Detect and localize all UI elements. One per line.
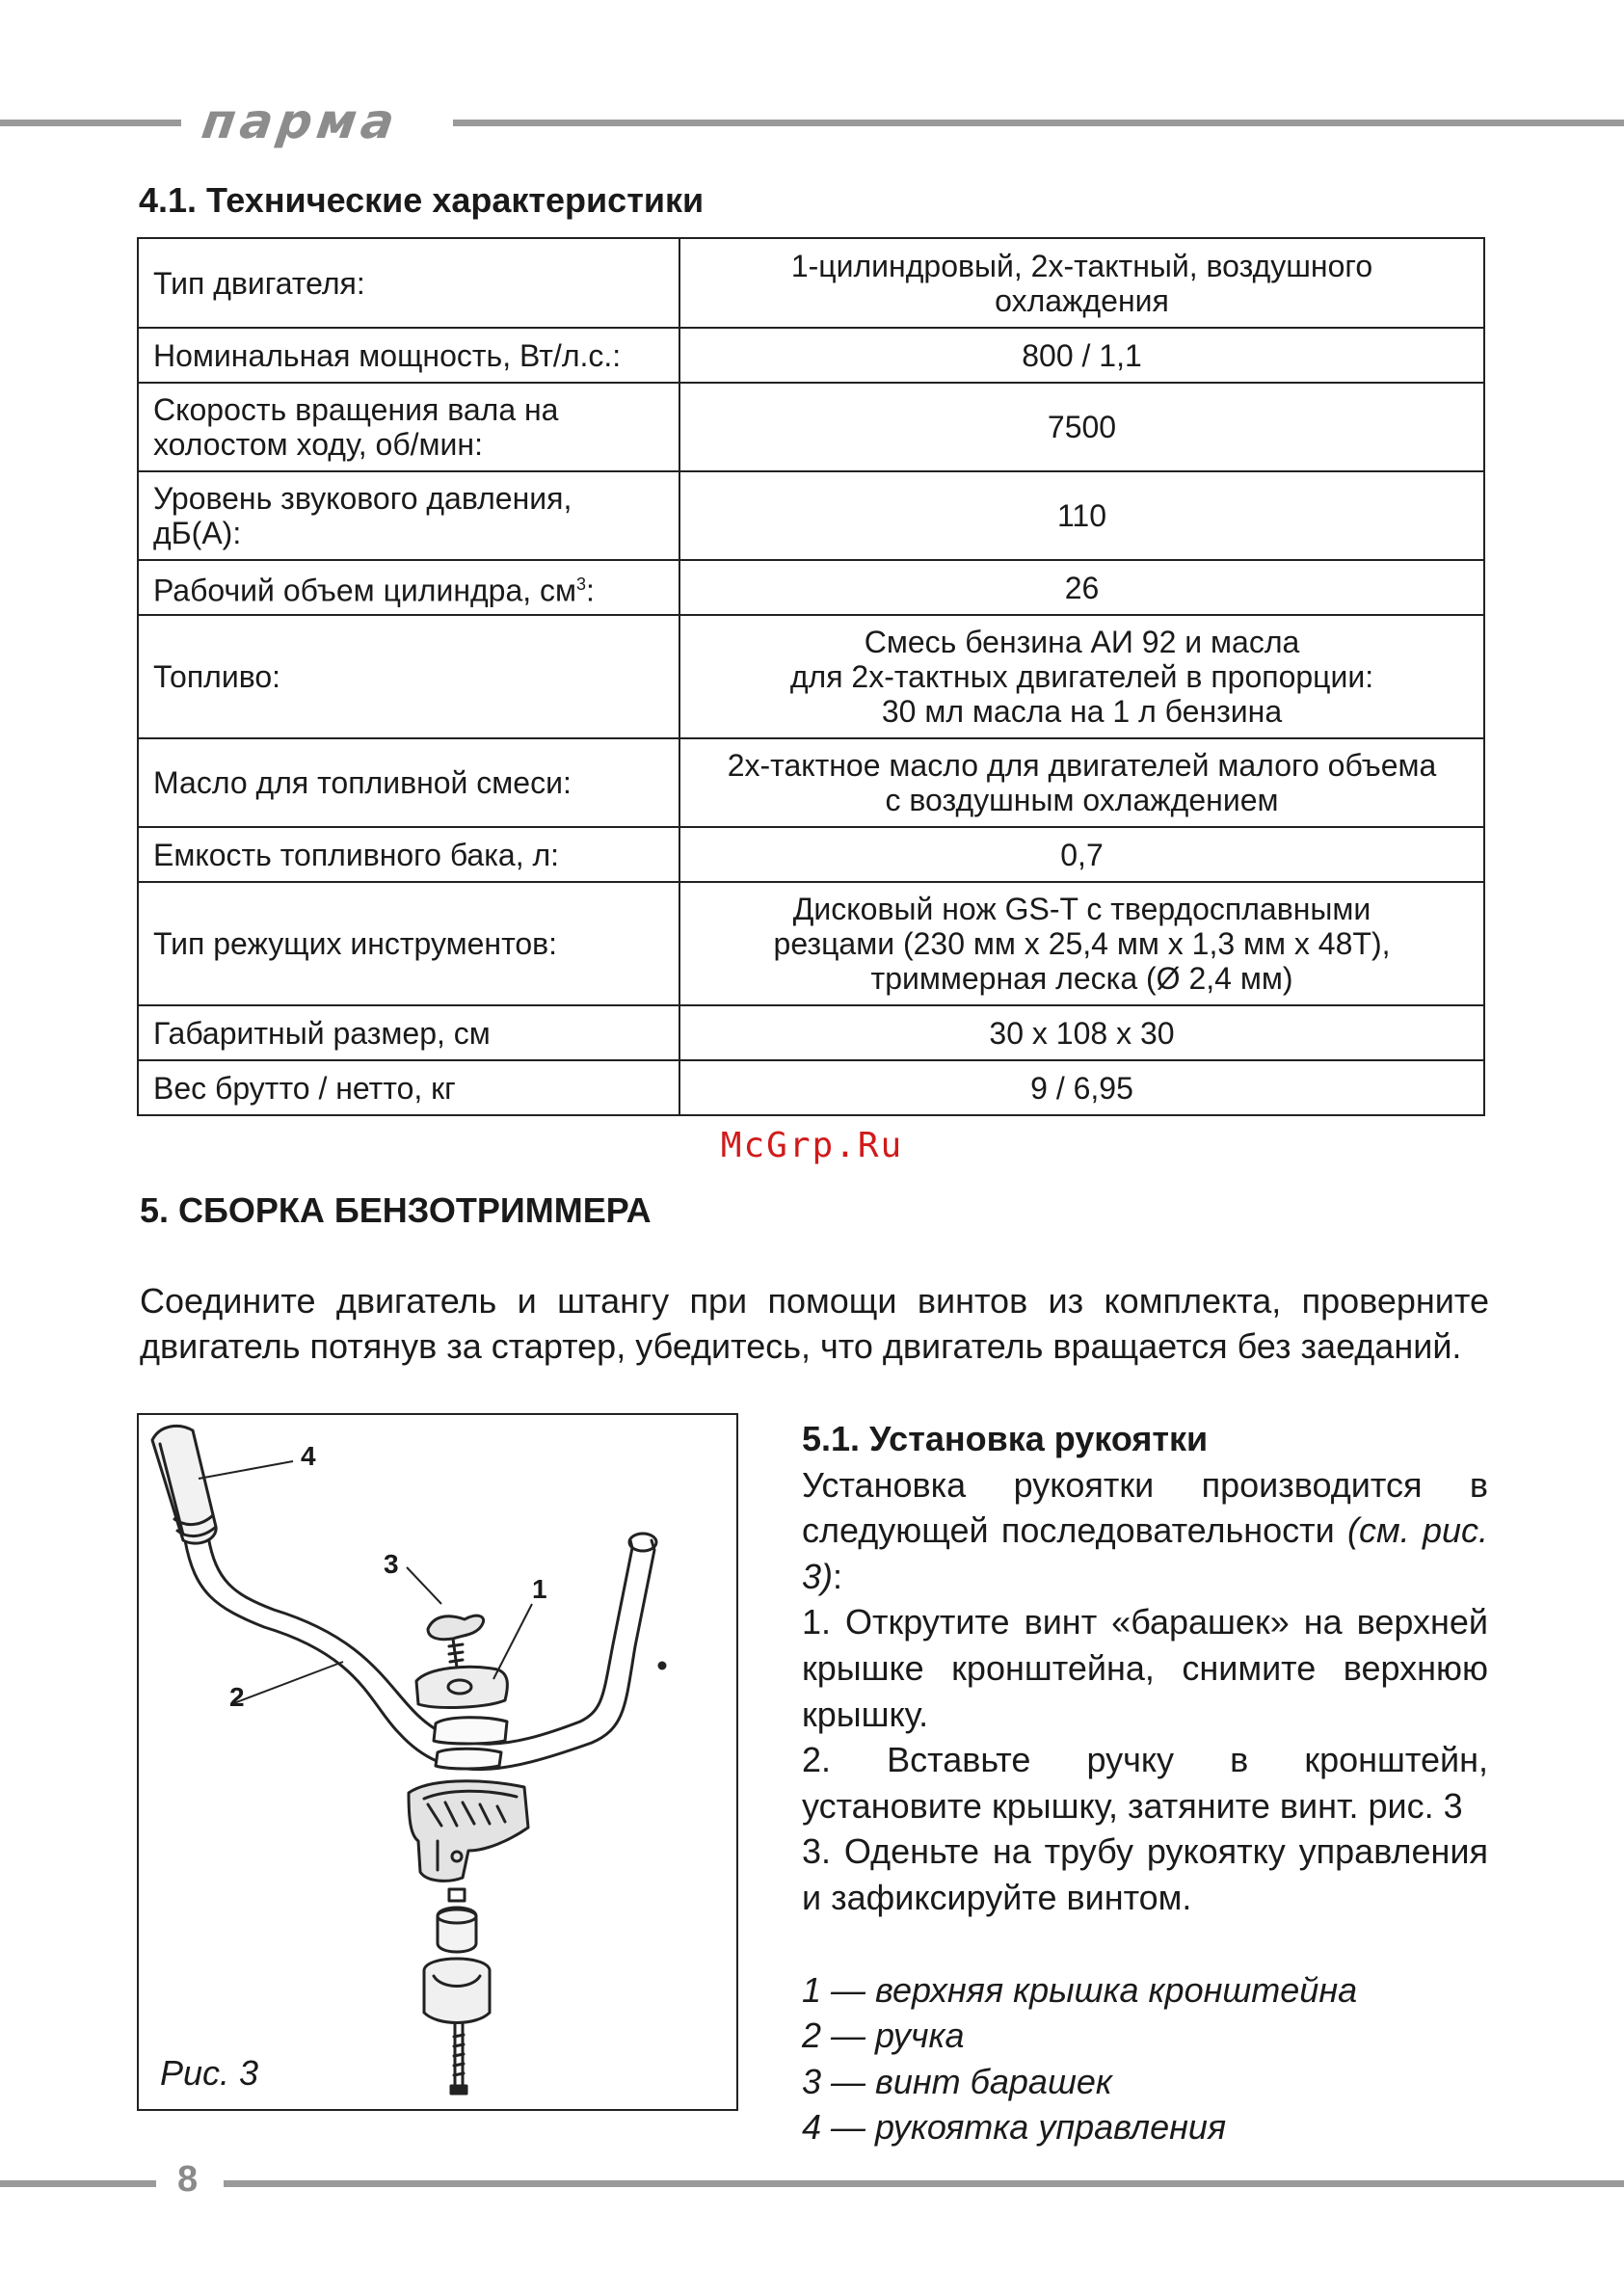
- label-4: 4: [301, 1441, 316, 1471]
- spec-key: Тип двигателя:: [138, 238, 679, 328]
- spec-value: 26: [679, 560, 1484, 615]
- table-row: [138, 383, 1484, 471]
- figure-caption: Рис. 3: [160, 2053, 259, 2093]
- table-row: [138, 1005, 1484, 1060]
- legend-item: 4 — рукоятка управления: [802, 2107, 1227, 2148]
- table-row: [138, 328, 1484, 383]
- handle-intro: [802, 1462, 1488, 1600]
- spec-key: Топливо:: [138, 615, 679, 738]
- brand-logo: парма: [198, 93, 403, 149]
- section-title-assembly: 5. СБОРКА БЕНЗОТРИММЕРА: [140, 1190, 652, 1230]
- watermark[interactable]: McGrp.Ru: [720, 1126, 904, 1165]
- table-row: [138, 827, 1484, 882]
- spacer: [802, 1921, 1488, 1967]
- section-title-handle: 5.1. Установка рукоятки: [802, 1419, 1209, 1458]
- spec-key: Рабочий объем цилиндра, $см^3$:: [138, 560, 679, 615]
- spec-value: 7500: [679, 383, 1484, 471]
- spec-value: 30 х 108 х 30: [679, 1005, 1484, 1060]
- header-rule-right: [453, 120, 1624, 126]
- spec-value: 9 / 6,95: [679, 1060, 1484, 1115]
- legend-item: 1 — верхняя крышка кронштейна: [802, 1969, 1358, 2010]
- spec-key: Скорость вращения вала на холостом ходу, об/мин:: [138, 383, 679, 471]
- table-row: [138, 471, 1484, 560]
- legend-item: 3 — винт барашек: [802, 2061, 1112, 2101]
- figure-box: [137, 1413, 738, 2111]
- label-2: 2: [229, 1682, 245, 1712]
- spec-key: Масло для топливной смеси:: [138, 738, 679, 827]
- spec-value: 0,7: [679, 827, 1484, 882]
- footer-rule-right: [224, 2180, 1624, 2187]
- spec-value: Дисковый нож GS-T с твердосплавными резцами (230 мм х 25,4 мм х 1,3 мм х 48Т), триммерная леска (Ø 2,4 мм): [679, 882, 1484, 1005]
- table-row: [138, 238, 1484, 328]
- step-3: 3. Оденьте на трубу рукоятку управления и зафиксируйте винтом.: [802, 1831, 1488, 1917]
- spec-value: 800 / 1,1: [679, 328, 1484, 383]
- legend-item: 2 — ручка: [802, 2016, 965, 2056]
- step-2: 2. Вставьте ручку в кронштейн, установите крышку, затяните винт. рис. 3: [802, 1740, 1488, 1826]
- table-row: [138, 738, 1484, 827]
- label-3: 3: [384, 1549, 399, 1579]
- assembly-intro: Соедините двигатель и штангу при помощи винтов из комплекта, проверните двигатель потянув за стартер, убедитесь, что двигатель вращается без заеданий.: [140, 1281, 1489, 1366]
- handle-tube: [185, 1540, 654, 1770]
- spec-key: Уровень звукового давления, дБ(А):: [138, 471, 679, 560]
- spec-key: Тип режущих инструментов:: [138, 882, 679, 1005]
- spec-value: 1-цилиндровый, 2х-тактный, воздушного охлаждения: [679, 238, 1484, 328]
- wing-screw: [428, 1615, 484, 1640]
- handle-intro-end: :: [833, 1556, 843, 1596]
- handle-install-section: [802, 1416, 1488, 2150]
- footer-rule-left: [0, 2180, 156, 2187]
- handle-assembly-diagram: [139, 1415, 736, 2109]
- spec-table: [137, 237, 1485, 1116]
- page-number: 8: [177, 2159, 199, 2200]
- table-row: [138, 615, 1484, 738]
- spec-key: Номинальная мощность, Вт/л.с.:: [138, 328, 679, 383]
- handle-intro-text: Установка рукоятки производится в следующей последовательности: [802, 1464, 1488, 1551]
- table-row: [138, 1060, 1484, 1115]
- grip: [152, 1426, 216, 1543]
- step-1: 1. Открутите винт «барашек» на верхней крышке кронштейна, снимите верхнюю крышку.: [802, 1602, 1488, 1734]
- upper-cover: [416, 1667, 507, 1707]
- table-row: [138, 560, 1484, 615]
- spec-key: Емкость топливного бака, л:: [138, 827, 679, 882]
- table-row: [138, 882, 1484, 1005]
- spec-key: Вес брутто / нетто, кг: [138, 1060, 679, 1115]
- spec-value: Смесь бензина АИ 92 и масла для 2х-тактных двигателей в пропорции: 30 мл масла на 1 л бензина: [679, 615, 1484, 738]
- header-rule-left: [0, 120, 181, 126]
- spec-value: 110: [679, 471, 1484, 560]
- spec-key: Габаритный размер, см: [138, 1005, 679, 1060]
- label-1: 1: [532, 1574, 547, 1604]
- section-title-specs: 4.1. Технические характеристики: [139, 180, 705, 220]
- spec-value: 2х-тактное масло для двигателей малого объема с воздушным охлаждением: [679, 738, 1484, 827]
- figure-reference: (см. рис. 3): [802, 1510, 1488, 1596]
